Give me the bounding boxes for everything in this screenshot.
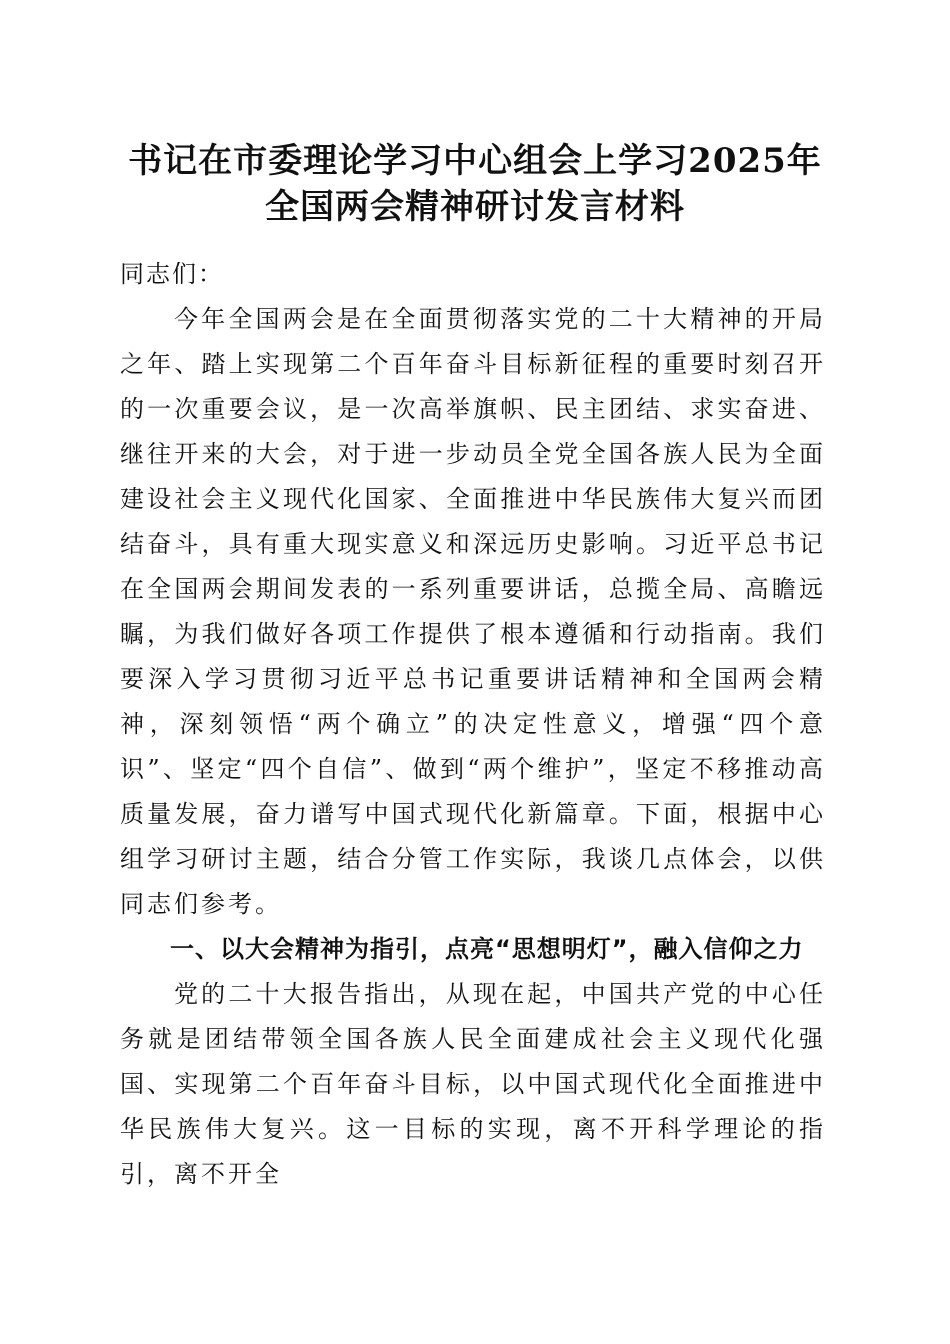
document-title [110,138,840,230]
salutation: 同志们： [120,260,224,288]
title-line-1: 书记在市委理论学习中心组会上学习2025年 [128,141,822,181]
paragraph-section-1: 党的二十大报告指出，从现在起，中国共产党的中心任务就是团结带领全国各族人民全面建成社会主义现代化强国、实现第二个百年奋斗目标，以中国式现代化全面推进中华民族伟大复兴。这一目标的实现，离不开科学理论的指引，离不开全 [120,980,826,1188]
document-body [120,252,826,1197]
paragraph-intro: 今年全国两会是在全面贯彻落实党的二十大精神的开局之年、踏上实现第二个百年奋斗目标新征程的重要时刻召开的一次重要会议，是一次高举旗帜、民主团结、求实奋进、继往开来的大会，对于进一步动员全党全国各族人民为全面建设社会主义现代化国家、全面推进中华民族伟大复兴而团结奋斗，具有重大现实意义和深远历史影响。习近平总书记在全国两会期间发表的一系列重要讲话，总揽全局、高瞻远瞩，为我们做好各项工作提供了根本遵循和行动指南。我们要深入学习贯彻习近平总书记重要讲话精神和全国两会精神，深刻领悟“两个确立”的决定性意义，增强“四个意识”、坚定“四个自信”、做到“两个维护”，坚定不移推动高质量发展，奋力谱写中国式现代化新篇章。下面，根据中心组学习研讨主题，结合分管工作实际，我谈几点体会，以供同志们参考。 [120,305,826,918]
title-line-2: 全国两会精神研讨发言材料 [265,187,685,227]
section-heading-1: 一、以大会精神为指引，点亮“思想明灯”，融入信仰之力 [170,935,804,963]
